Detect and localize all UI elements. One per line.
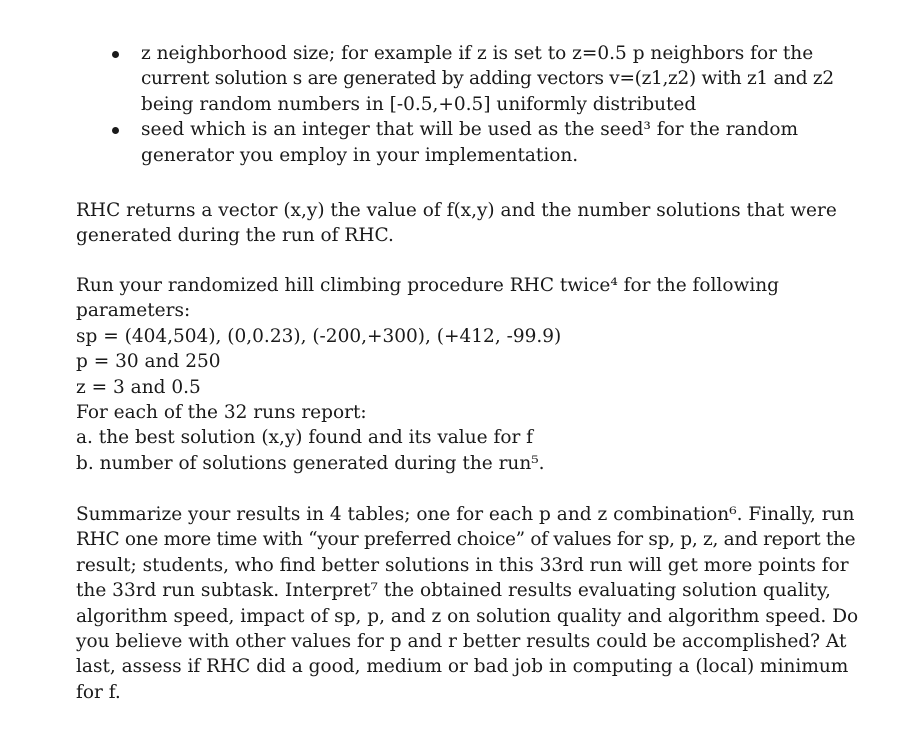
text-line: b. number of solutions generated during the run⁵. xyxy=(76,452,545,474)
text-line: RHC one more time with “your preferred choice” of values for sp, p, z, and report the xyxy=(76,529,856,551)
text-line: a. the best solution (x,y) found and its value for f xyxy=(76,427,534,449)
text-line: Run your randomized hill climbing procedure RHC twice⁴ for the following xyxy=(76,275,779,296)
bullet-item-neighborhood xyxy=(0,41,913,117)
text-line: parameters: xyxy=(76,300,191,322)
text-line: the 33rd run subtask. Interpret⁷ the obtained results evaluating solution quality, xyxy=(76,580,831,602)
text-line: generator you employ in your implementation. xyxy=(141,144,579,166)
text-line: Summarize your results in 4 tables; one for each p and z combination⁶. Finally, run xyxy=(76,504,855,525)
bullet-list xyxy=(0,41,913,168)
text-line: result; students, who find better solutions in this 33rd run will get more points for xyxy=(76,554,849,576)
bullet-icon xyxy=(112,127,119,134)
bullet-item-seed xyxy=(0,117,913,168)
text-line: z neighborhood size; for example if z is set to z=0.5 p neighbors for the xyxy=(141,43,814,64)
paragraph-rhc-returns xyxy=(76,198,866,249)
bullet-icon xyxy=(112,51,119,58)
text-line: p = 30 and 250 xyxy=(76,351,221,373)
text-line: for f. xyxy=(76,681,121,703)
text-line: For each of the 32 runs report: xyxy=(76,402,367,424)
text-line: algorithm speed, impact of sp, p, and z on solution quality and algorithm speed. Do xyxy=(76,605,859,627)
paragraph-summary xyxy=(76,502,876,705)
text-line: z = 3 and 0.5 xyxy=(76,376,201,398)
text-line: you believe with other values for p and r better results could be accomplished? At xyxy=(76,631,847,653)
text-line: RHC returns a vector (x,y) the value of f(x,y) and the number solutions that were xyxy=(76,200,837,221)
text-line: seed which is an integer that will be used as the seed³ for the random xyxy=(141,119,799,141)
text-line: generated during the run of RHC. xyxy=(76,225,394,247)
text-line: last, assess if RHC did a good, medium or bad job in computing a (local) minimum xyxy=(76,656,849,678)
text-line: being random numbers in [-0.5,+0.5] uniformly distributed xyxy=(141,93,697,115)
paragraph-run-parameters xyxy=(76,273,866,476)
text-line: current solution s are generated by adding vectors v=(z1,z2) with z1 and z2 xyxy=(141,68,834,90)
text-line: sp = (404,504), (0,0.23), (-200,+300), (+412, -99.9) xyxy=(76,325,562,347)
